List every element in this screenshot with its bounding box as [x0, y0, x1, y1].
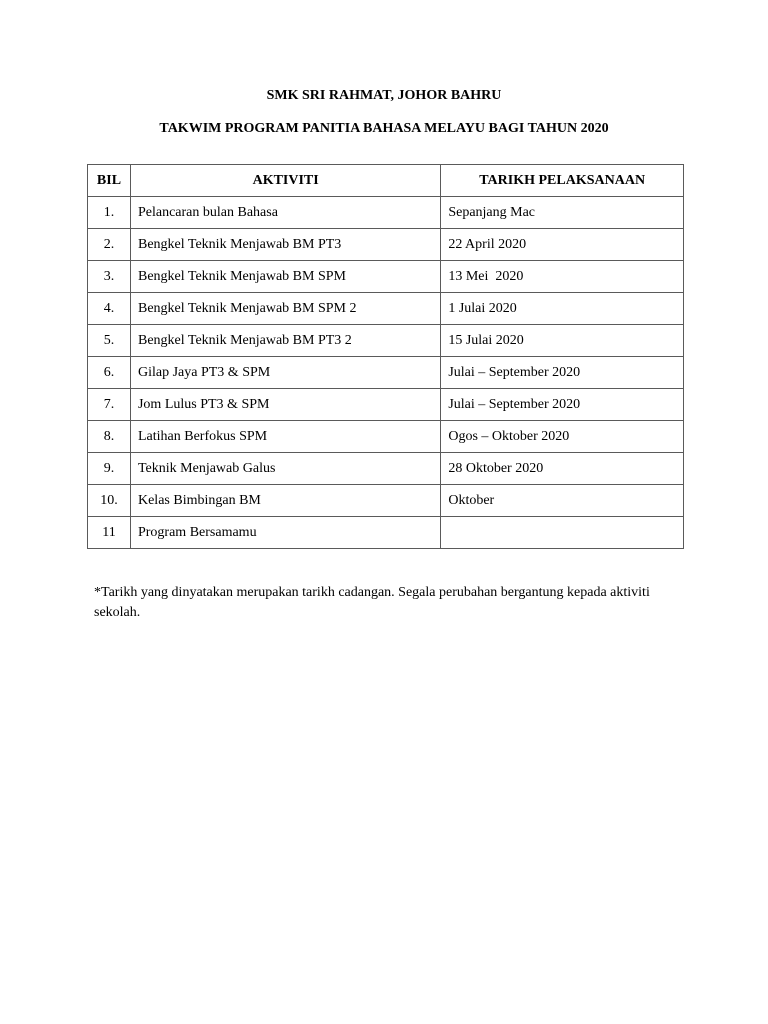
footnote: *Tarikh yang dinyatakan merupakan tarikh cadangan. Segala perubahan bergantung kepada aktiviti sekolah.	[94, 585, 650, 620]
row-activity: Kelas Bimbingan BM	[130, 485, 440, 517]
row-bil: 7.	[88, 389, 131, 421]
row-date: 1 Julai 2020	[441, 293, 684, 325]
row-activity: Bengkel Teknik Menjawab BM PT3	[130, 229, 440, 261]
row-bil: 5.	[88, 325, 131, 357]
table-row	[88, 421, 684, 453]
row-activity: Pelancaran bulan Bahasa	[130, 197, 440, 229]
row-bil: 10.	[88, 485, 131, 517]
table-row	[88, 293, 684, 325]
row-date: 15 Julai 2020	[441, 325, 684, 357]
row-activity: Teknik Menjawab Galus	[130, 453, 440, 485]
row-date: 28 Oktober 2020	[441, 453, 684, 485]
table-row	[88, 517, 684, 549]
row-date: Sepanjang Mac	[441, 197, 684, 229]
row-date: Oktober	[441, 485, 684, 517]
row-bil: 9.	[88, 453, 131, 485]
row-date: 13 Mei 2020	[441, 261, 684, 293]
table-row	[88, 357, 684, 389]
program-schedule-table	[87, 164, 684, 549]
table-row	[88, 389, 684, 421]
table-row	[88, 453, 684, 485]
row-activity: Bengkel Teknik Menjawab BM PT3 2	[130, 325, 440, 357]
row-bil: 6.	[88, 357, 131, 389]
row-activity: Latihan Berfokus SPM	[130, 421, 440, 453]
row-activity: Bengkel Teknik Menjawab BM SPM	[130, 261, 440, 293]
row-bil: 2.	[88, 229, 131, 261]
header-bil: BIL	[88, 165, 131, 197]
row-bil: 8.	[88, 421, 131, 453]
table-header-row	[88, 165, 684, 197]
row-date	[441, 517, 684, 549]
row-date: Julai – September 2020	[441, 389, 684, 421]
row-activity: Program Bersamamu	[130, 517, 440, 549]
school-title: SMK SRI RAHMAT, JOHOR BAHRU	[266, 88, 502, 103]
row-date: 22 April 2020	[441, 229, 684, 261]
row-date: Ogos – Oktober 2020	[441, 421, 684, 453]
row-activity: Bengkel Teknik Menjawab BM SPM 2	[130, 293, 440, 325]
row-activity: Gilap Jaya PT3 & SPM	[130, 357, 440, 389]
program-title: TAKWIM PROGRAM PANITIA BAHASA MELAYU BAGI TAHUN 2020	[159, 121, 609, 136]
row-bil: 3.	[88, 261, 131, 293]
header-date: TARIKH PELAKSANAAN	[441, 165, 684, 197]
table-row	[88, 229, 684, 261]
row-bil: 11	[88, 517, 131, 549]
header-activity: AKTIVITI	[130, 165, 440, 197]
row-bil: 1.	[88, 197, 131, 229]
row-bil: 4.	[88, 293, 131, 325]
table-row	[88, 325, 684, 357]
table-row	[88, 485, 684, 517]
table-row	[88, 197, 684, 229]
table-row	[88, 261, 684, 293]
row-activity: Jom Lulus PT3 & SPM	[130, 389, 440, 421]
row-date: Julai – September 2020	[441, 357, 684, 389]
